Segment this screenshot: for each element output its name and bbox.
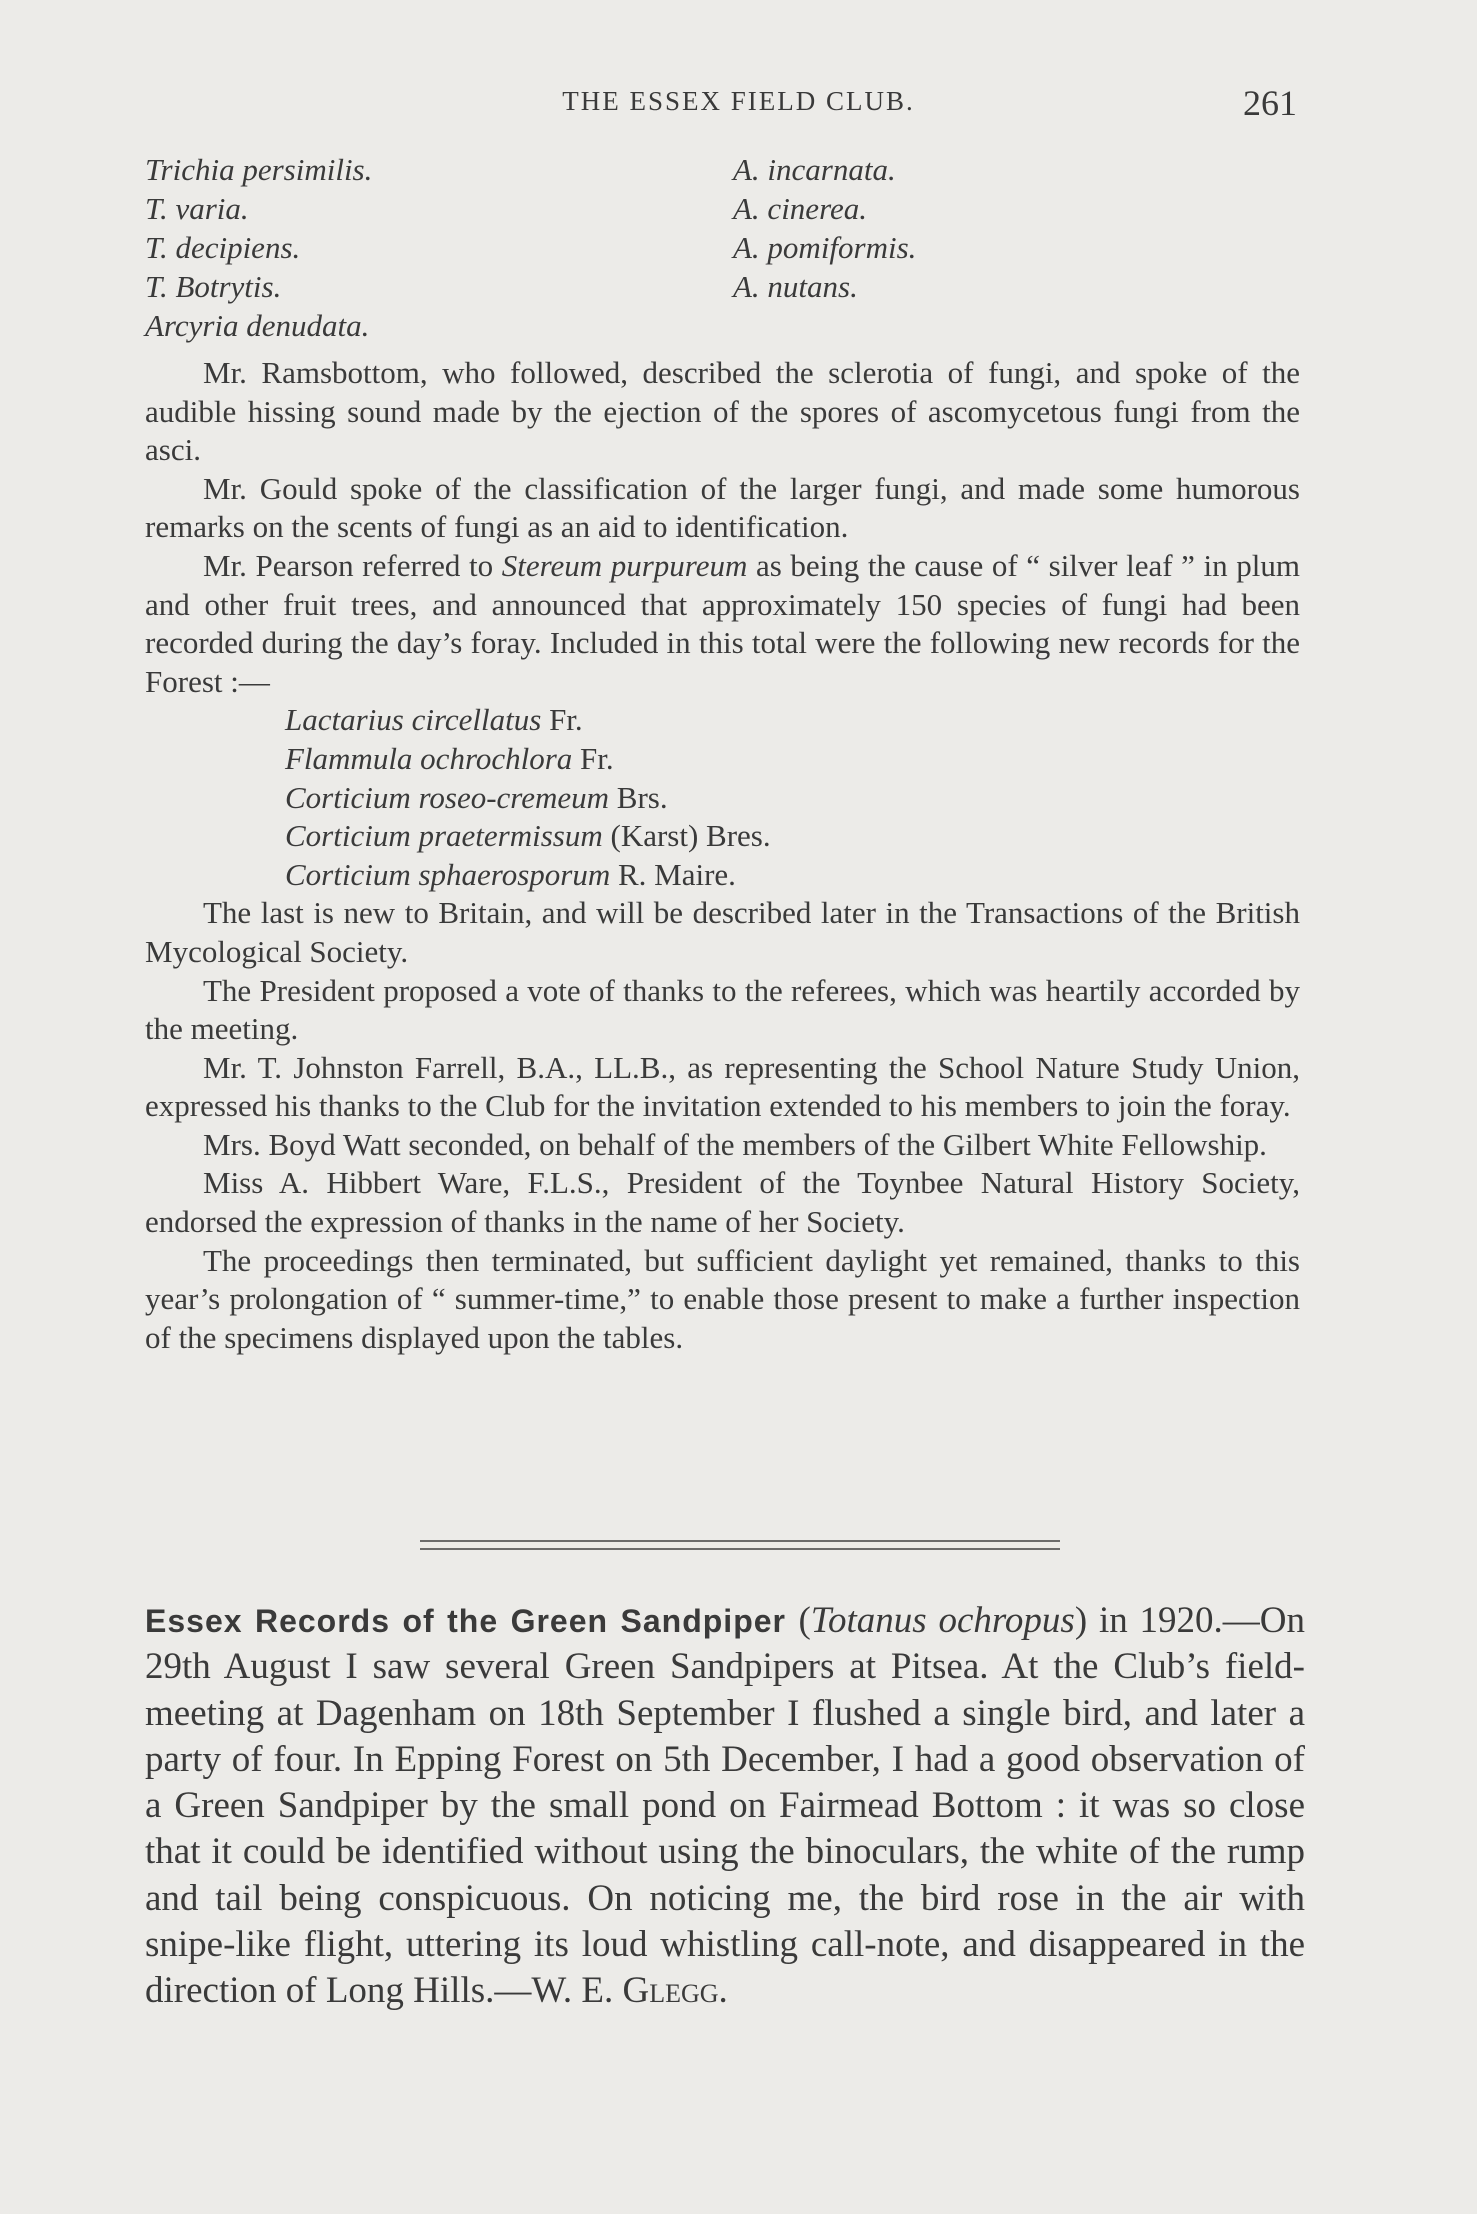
record-item	[285, 740, 1300, 779]
page-number: 261	[1243, 83, 1297, 123]
species-item: A. incarnata.	[733, 152, 896, 187]
record-name: Corticium roseo-cremeum	[285, 779, 610, 815]
note-paren-close: )	[1074, 1600, 1088, 1641]
paragraph-ramsbottom: Mr. Ramsbottom, who followed, described the sclerotia of fungi, and spoke of the audible hissing sound made by the ejection of the spores of ascomycetous fungi from the asci.	[145, 355, 1300, 468]
record-item	[285, 701, 1300, 740]
species-item: A. pomiformis.	[733, 230, 917, 265]
record-authority: Fr.	[541, 702, 583, 738]
species-column-right	[733, 150, 916, 306]
species-item: A. nutans.	[733, 269, 858, 304]
paragraph-proceedings: The proceedings then terminated, but sufficient daylight yet remained, thanks to this year’s prolongation of “ summer-time,” to enable those present to make a further inspection of the specimens displayed upon the tables.	[145, 1242, 1300, 1355]
new-records-list	[145, 701, 1300, 894]
species-item: A. cinerea.	[733, 191, 867, 226]
section-divider	[420, 1540, 1060, 1550]
meeting-report	[145, 354, 1300, 1357]
note-paren-open: (	[798, 1600, 811, 1641]
paragraph-president: The President proposed a vote of thanks to the referees, which was heartily accorded by the meeting.	[145, 972, 1300, 1047]
paragraph-transactions: The last is new to Britain, and will be described later in the Transactions of the British Mycological Society.	[145, 895, 1300, 969]
species-item: T. varia.	[145, 191, 249, 226]
note-author: W. E. Glegg.	[531, 1970, 728, 2012]
record-item	[285, 817, 1300, 856]
species-item: T. Botrytis.	[145, 269, 282, 304]
paragraph-watt: Mrs. Boyd Watt seconded, on behalf of the members of the Gilbert White Fellowship.	[203, 1126, 1267, 1162]
paragraph-gould: Mr. Gould spoke of the classification of the larger fungi, and made some humorous remarks on the scents of fungi as an aid to identification.	[145, 470, 1300, 545]
record-name: Corticium praetermissum	[285, 818, 603, 854]
record-item	[285, 779, 1300, 818]
note-species: Totanus ochropus	[810, 1600, 1075, 1641]
record-name: Corticium sphaerosporum	[285, 856, 611, 892]
record-authority: Fr.	[572, 740, 614, 776]
record-authority: (Karst) Bres.	[602, 818, 771, 854]
record-name: Flammula ochrochlora	[285, 740, 573, 776]
note-heading: Essex Records of the Green Sandpiper	[145, 1603, 799, 1639]
species-item: T. decipiens.	[145, 230, 301, 265]
running-head	[0, 82, 1477, 122]
running-title: THE ESSEX FIELD CLUB.	[562, 86, 915, 116]
record-authority: Brs.	[609, 779, 668, 815]
paragraph-pearson	[145, 547, 1300, 701]
paragraph-text: Mr. Pearson referred to	[203, 547, 502, 583]
record-item	[285, 856, 1300, 895]
paragraph-text: as being the cause of “ silver leaf ” in plum and other fruit trees, and announced that approximately 150 species of fungi had been recorded during the day’s foray. Included in this total were the following new records for the Forest :—	[145, 547, 1300, 699]
record-authority: R. Maire.	[610, 856, 736, 892]
note-text: in 1920.—On 29th August I saw several Green Sandpipers at Pitsea. At the Club’s field-meeting at Dagenham on 18th September I flushed a single bird, and later a party of four. In Epping Forest on 5th December, I had a good observation of a Green Sandpiper by the small pond on Fairmead Bottom : it was so close that it could be identified without using the binoculars, the white of the rump and tail being conspicuous. On noticing me, the bird rose in the air with snipe-like flight, uttering its loud whistling call-note, and disappeared in the direction of Long Hills.—	[145, 1600, 1306, 2012]
sandpiper-note	[145, 1598, 1305, 2015]
species-name: Stereum purpureum	[501, 547, 748, 583]
record-name: Lactarius circellatus	[285, 702, 542, 738]
paragraph-ware: Miss A. Hibbert Ware, F.L.S., President of the Toynbee Natural History Society, endorsed the expression of thanks in the name of her Society.	[145, 1165, 1300, 1240]
species-item: Arcyria denudata.	[145, 308, 370, 343]
species-item: Trichia persimilis.	[145, 152, 373, 187]
paragraph-farrell: Mr. T. Johnston Farrell, B.A., LL.B., as representing the School Nature Study Union, expressed his thanks to the Club for the invitation extended to his members to join the foray.	[145, 1049, 1300, 1124]
species-column-left	[145, 150, 372, 345]
